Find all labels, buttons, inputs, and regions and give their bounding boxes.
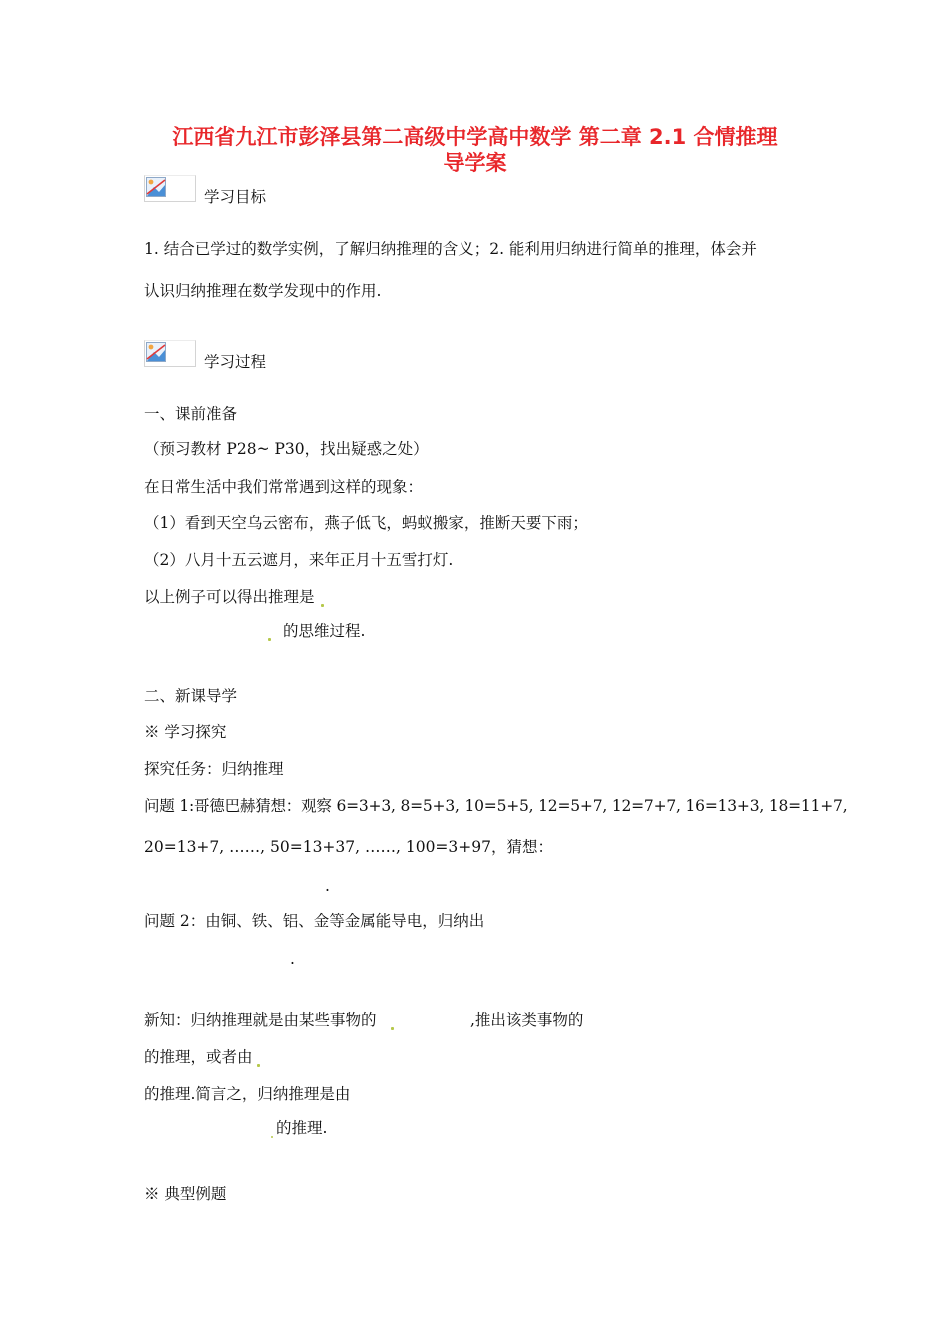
new-lesson-heading: 二、新课导学: [144, 687, 238, 705]
question-1-line1: 问题 1:哥德巴赫猜想：观察 6=3+3, 8=5+3, 10=5+5, 12=5+7, 12=7+7, 16=13+3, 18=11+7,: [144, 797, 848, 815]
new-knowledge-text-b: 的推理，或者由: [144, 1048, 253, 1066]
new-knowledge-text-d: 的推理.: [276, 1119, 328, 1137]
blank-marker: [271, 1136, 273, 1138]
goal-text-line1: 1. 结合已学过的数学实例，了解归纳推理的含义；2. 能利用归纳进行简单的推理，体会并: [144, 240, 757, 258]
goal-heading: 学习目标: [204, 188, 267, 206]
broken-image-icon: [144, 340, 196, 367]
new-knowledge-line1-tail: ,推出该类事物的: [470, 1011, 584, 1029]
prep-conclusion-tail-text: 的思维过程.: [283, 622, 366, 640]
new-knowledge-line1: [144, 1010, 394, 1030]
blank-marker: [257, 1064, 260, 1067]
question-1-line2: 20=13+7, ……, 50=13+37, ……, 100=3+97，猜想：: [144, 838, 553, 856]
broken-image-icon: [144, 175, 196, 202]
blank-marker: [391, 1027, 394, 1030]
document-title-line2: 导学案: [443, 151, 507, 175]
prep-item-1: （1）看到天空乌云密布，燕子低飞，蚂蚁搬家，推断天要下雨；: [144, 514, 588, 532]
prep-note: （预习教材 P28~ P30，找出疑惑之处）: [144, 440, 429, 458]
prep-conclusion: [144, 587, 324, 607]
new-knowledge-text-a: 新知：归纳推理就是由某些事物的: [144, 1011, 377, 1029]
new-knowledge-line3: 的推理.简言之，归纳推理是由: [144, 1085, 351, 1103]
prep-item-2: （2）八月十五云遮月，来年正月十五雪打灯.: [144, 551, 454, 569]
question-2: 问题 2：由铜、铁、铝、金等金属能导电，归纳出: [144, 912, 485, 930]
prep-intro: 在日常生活中我们常常遇到这样的现象：: [144, 478, 424, 496]
task-line: 探究任务：归纳推理: [144, 760, 284, 778]
process-heading: 学习过程: [204, 353, 267, 371]
goal-text-line2: 认识归纳推理在数学发现中的作用.: [144, 282, 382, 300]
document-title: 江西省九江市彭泽县第二高级中学高中数学 第二章 2.1 合情推理: [172, 125, 778, 149]
prep-heading: 一、课前准备: [144, 405, 238, 423]
question-1-blank-end: .: [325, 877, 330, 895]
explore-heading: ※ 学习探究: [144, 723, 227, 741]
question-2-blank-end: .: [290, 950, 295, 968]
blank-marker: [268, 638, 271, 641]
prep-conclusion-tail: [268, 621, 365, 641]
new-knowledge-line2: [144, 1047, 260, 1067]
prep-conclusion-text: 以上例子可以得出推理是: [144, 588, 315, 606]
blank-marker: [321, 604, 324, 607]
new-knowledge-line4: [271, 1118, 327, 1138]
example-heading: ※ 典型例题: [144, 1185, 227, 1203]
